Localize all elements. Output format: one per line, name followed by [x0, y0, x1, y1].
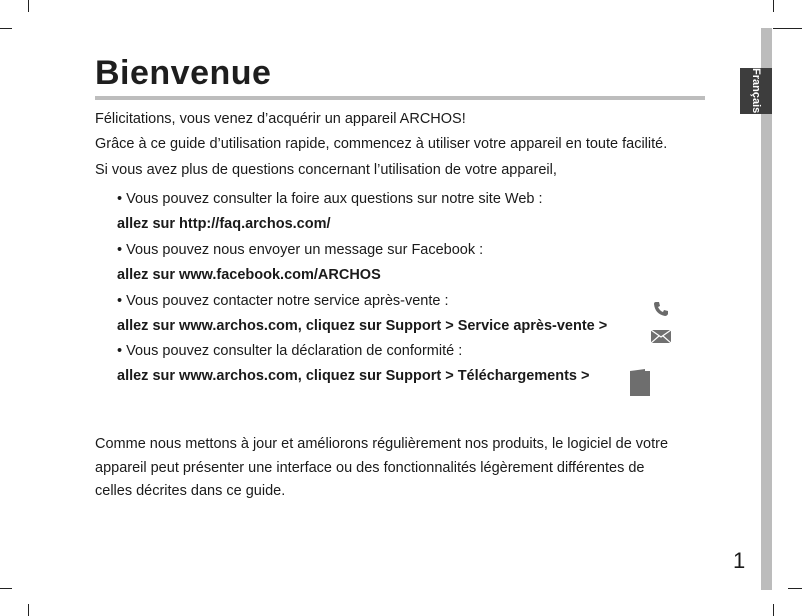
page-title: Bienvenue — [95, 54, 272, 92]
crop-mark — [28, 604, 29, 616]
intro-line: Grâce à ce guide d’utilisation rapide, commencez à utiliser votre appareil en toute facilité. — [95, 136, 668, 152]
closing-line: Comme nous mettons à jour et améliorons régulièrement nos produits, le logiciel de votre — [95, 436, 669, 452]
faq-link[interactable]: allez sur http://faq.archos.com/ — [117, 216, 331, 232]
crop-mark — [788, 588, 802, 589]
title-underline — [95, 96, 705, 100]
intro-line: Si vous avez plus de questions concernant l’utilisation de votre appareil, — [95, 162, 557, 178]
closing-line: appareil peut présenter une interface ou des fonctionnalités légèrement différentes de — [95, 460, 645, 476]
item-text: • Vous pouvez consulter la foire aux questions sur notre site Web : — [117, 191, 543, 207]
intro-line: Félicitations, vous venez d’acquérir un appareil ARCHOS! — [95, 111, 466, 127]
envelope-icon — [651, 330, 671, 343]
facebook-link[interactable]: allez sur www.facebook.com/ARCHOS — [117, 267, 381, 283]
downloads-link[interactable]: allez sur www.archos.com, cliquez sur Support > Téléchargements > — [117, 368, 590, 384]
crop-mark — [773, 28, 802, 29]
crop-mark — [0, 588, 12, 589]
support-link[interactable]: allez sur www.archos.com, cliquez sur Support > Service après-vente > — [117, 318, 608, 334]
closing-line: celles décrites dans ce guide. — [95, 483, 286, 499]
document-icon — [629, 369, 651, 396]
crop-mark — [773, 0, 774, 12]
page-number: 1 — [733, 548, 746, 573]
item-text: • Vous pouvez contacter notre service après-vente : — [117, 293, 449, 309]
crop-mark — [28, 0, 29, 12]
language-tab: Français — [740, 68, 772, 114]
item-text: • Vous pouvez consulter la déclaration de conformité : — [117, 343, 463, 359]
crop-mark — [773, 604, 774, 616]
crop-mark — [0, 28, 12, 29]
item-text: • Vous pouvez nous envoyer un message sur Facebook : — [117, 242, 484, 258]
phone-icon — [653, 301, 669, 317]
